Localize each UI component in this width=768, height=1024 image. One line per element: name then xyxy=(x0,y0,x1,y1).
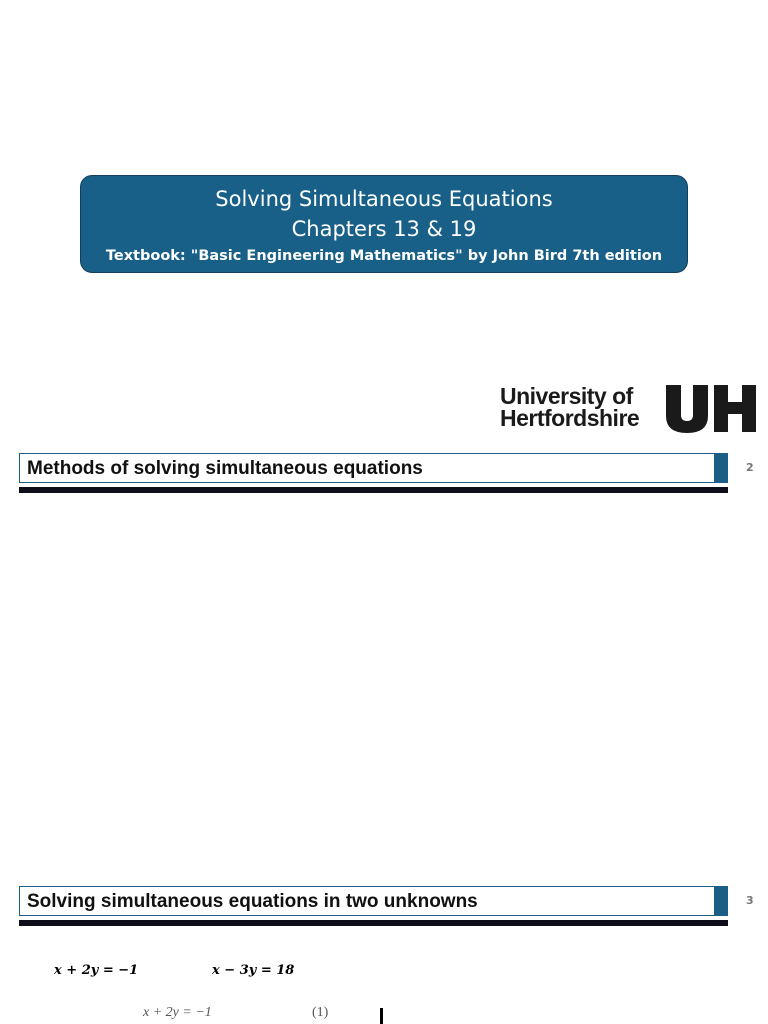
slide-3-title: Solving simultaneous equations in two unknowns xyxy=(27,891,478,912)
equation-1: x + 2y = −1 xyxy=(54,963,139,978)
uh-mark-icon xyxy=(666,385,758,433)
slide-3-rule xyxy=(19,920,728,926)
text-cursor xyxy=(380,1008,383,1024)
slide-3-page-number: 3 xyxy=(746,894,754,907)
slide-subtitle: Chapters 13 & 19 xyxy=(291,217,477,241)
slide-2-title: Methods of solving simultaneous equations xyxy=(27,458,423,479)
slide-3-header xyxy=(19,886,715,916)
title-banner xyxy=(80,175,688,273)
equation-1-tag: (1) xyxy=(312,1005,329,1020)
logo-line-1: University of xyxy=(500,383,633,409)
slide-2-page-number: 2 xyxy=(746,461,754,474)
slide-2-header-tab xyxy=(715,453,728,483)
equation-2: x − 3y = 18 xyxy=(212,963,295,978)
university-logo xyxy=(500,385,760,435)
logo-wordmark xyxy=(500,385,639,429)
slide-title: Solving Simultaneous Equations xyxy=(215,187,553,211)
slide-2-header xyxy=(19,453,715,483)
slide-3-header-tab xyxy=(715,886,728,916)
logo-line-2: Hertfordshire xyxy=(500,405,640,431)
textbook-reference: Textbook: "Basic Engineering Mathematics" by John Bird 7th edition xyxy=(105,248,663,264)
slide-2-rule xyxy=(19,487,728,493)
equation-1-labeled: x + 2y = −1 xyxy=(143,1005,212,1020)
